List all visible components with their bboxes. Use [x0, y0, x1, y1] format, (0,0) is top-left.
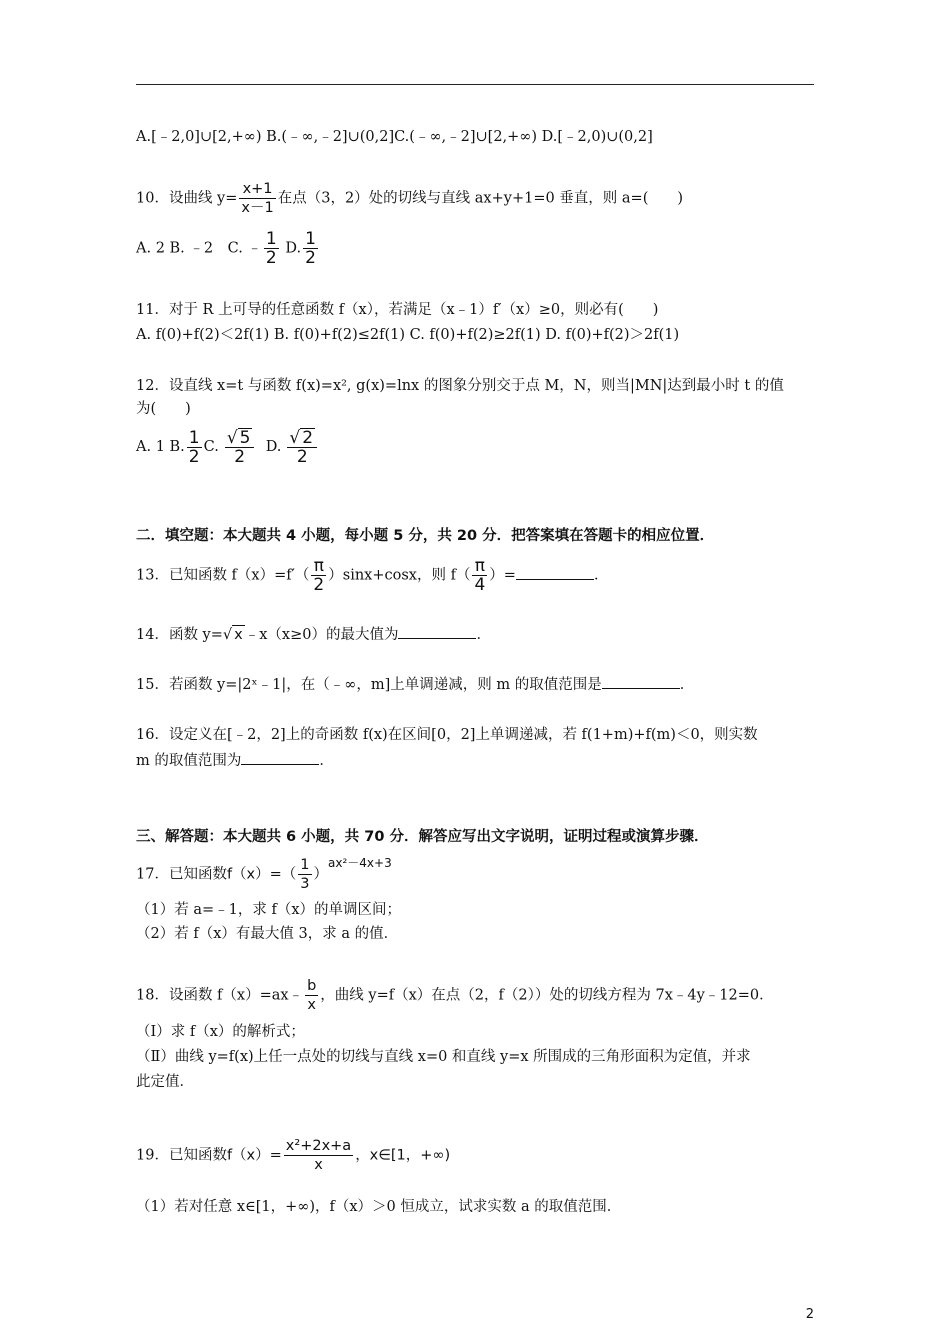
q12-option-b-fraction: $\frac{1}{2}$ — [188, 427, 200, 467]
q18-part-2-line1: （Ⅱ）曲线 y=f(x)上任一点处的切线与直线 x=0 和直线 y=x 所围成的三角形面积为定值，并求 — [136, 1049, 751, 1065]
q13-mid: ）sinx+cosx，则 f（ — [328, 567, 471, 584]
q10-option-d-label: D. — [280, 240, 302, 257]
q10-options — [136, 230, 320, 267]
header-rule — [136, 84, 814, 85]
q15-prefix: 15．若函数 y=|2ˣ﹣1|，在（﹣∞，m]上单调递减，则 m 的取值范围是 — [136, 677, 602, 693]
question-19 — [136, 1137, 450, 1174]
question-12-line2: 为( ) — [136, 401, 191, 417]
question-14 — [136, 624, 491, 645]
question-17 — [136, 856, 392, 893]
q9-options: A.[﹣2,0]∪[2,+∞) B.(﹣∞,﹣2]∪(0,2]C.(﹣∞,﹣2]∪[2,+∞) D.[﹣2,0)∪(0,2] — [136, 129, 653, 145]
q10-options-ab: A. 2 B. ﹣2 C. ﹣ — [136, 240, 262, 257]
q12-option-ab: A. 1 B. — [136, 439, 185, 455]
q10-suffix: 在点（3，2）处的切线与直线 ax+y+1=0 垂直，则 a=( ) — [277, 190, 684, 207]
question-10 — [136, 180, 683, 217]
q14-end: ． — [476, 627, 491, 643]
q14-suffix: ﹣x（x≥0）的最大值为 — [244, 627, 399, 643]
q19-fraction: $\frac{\text{x²+2x+a}}{x}$ — [285, 1138, 352, 1173]
q17-prefix: 17．已知函数 — [136, 866, 227, 883]
q18-suffix: ，曲线 y=f（x）在点（2，f（2））处的切线方程为 7x﹣4y﹣12=0． — [320, 987, 774, 1004]
q17-part-1: （1）若 a=﹣1，求 f（x）的单调区间； — [136, 902, 402, 918]
q13-prefix: 13．已知函数 f（x）=f′（ — [136, 567, 310, 584]
q19-domain: ，x∈[1，+∞) — [355, 1147, 451, 1164]
q10-option-c-fraction: $\frac{1}{2}$ — [265, 229, 277, 268]
q13-fraction-pi-4: $\frac{\pi}{4}$ — [474, 556, 486, 595]
q17-fraction: $\frac{1}{3}$ — [300, 857, 310, 892]
q12-option-d-label: D. — [265, 439, 282, 455]
q17-function: f（x）=（ — [226, 866, 297, 883]
q10-fraction: $\frac{x+1}{x-1}$ — [241, 181, 274, 216]
q17-exponent: ax²－4x+3 — [328, 855, 392, 870]
question-16-line2 — [136, 750, 334, 771]
q18-fraction: $\frac{b}{x}$ — [307, 978, 317, 1013]
q14-prefix: 14．函数 y= — [136, 627, 223, 643]
q17-part-2: （2）若 f（x）有最大值 3，求 a 的值． — [136, 926, 399, 942]
question-16-line1: 16．设定义在[﹣2，2]上的奇函数 f(x)在区间[0，2]上单调递减，若 f(1+m)+f(m)＜0，则实数 — [136, 727, 758, 743]
q12-option-d-fraction: $\frac{√ 2}{2}$ — [287, 428, 317, 466]
q12-option-c-label: C. — [203, 439, 219, 455]
question-18 — [136, 977, 774, 1014]
page-number: 2 — [805, 1307, 814, 1322]
section-3-heading: 三、解答题：本大题共 6 小题，共 70 分．解答应写出文字说明，证明过程或演算步骤． — [136, 829, 709, 845]
q13-suffix: ）= — [489, 567, 516, 584]
question-12-line1: 12．设直线 x=t 与函数 f(x)=x², g(x)=lnx 的图象分别交于点 M，N，则当|MN|达到最小时 t 的值 — [136, 378, 784, 394]
q15-answer-blank[interactable] — [602, 674, 680, 689]
q13-fraction-pi-2: $\frac{\pi}{2}$ — [313, 556, 325, 595]
section-2-heading: 二．填空题：本大题共 4 小题，每小题 5 分，共 20 分．把答案填在答题卡的相应位置． — [136, 528, 715, 544]
q18-part-2-line2: 此定值． — [136, 1074, 194, 1090]
q13-end: ． — [593, 567, 609, 584]
q14-sqrt: √ x — [222, 627, 243, 643]
question-15 — [136, 674, 694, 695]
q10-option-d-fraction: $\frac{1}{2}$ — [305, 229, 316, 268]
q18-prefix: 18．设函数 f（x）=ax﹣ — [136, 987, 304, 1004]
q12-option-c-fraction: $\frac{√ 5}{2}$ — [225, 428, 255, 466]
question-13 — [136, 557, 608, 594]
q14-answer-blank[interactable] — [398, 624, 476, 639]
question-11: 11．对于 R 上可导的任意函数 f（x），若满足（x﹣1）f′（x）≥0，则必有( ) — [136, 302, 659, 318]
q17-close: ） — [313, 866, 329, 883]
q18-part-1: （Ⅰ）求 f（x）的解析式； — [136, 1024, 305, 1040]
q16-line2-prefix: m 的取值范围为 — [136, 753, 242, 769]
q16-end: ． — [319, 753, 334, 769]
q19-function: f（x）= — [226, 1147, 282, 1164]
q15-end: ． — [679, 677, 695, 693]
q11-options: A. f(0)+f(2)＜2f(1) B. f(0)+f(2)≤2f(1) C. f(0)+f(2)≥2f(1) D. f(0)+f(2)＞2f(1) — [136, 327, 680, 343]
q19-part-1: （1）若对任意 x∈[1，+∞)，f（x）＞0 恒成立，试求实数 a 的取值范围． — [136, 1199, 622, 1215]
q13-answer-blank[interactable] — [516, 565, 594, 580]
q16-answer-blank[interactable] — [241, 750, 319, 765]
q12-options — [136, 428, 319, 466]
q19-prefix: 19．已知函数 — [136, 1147, 227, 1164]
q10-prefix: 10．设曲线 y= — [136, 190, 238, 207]
